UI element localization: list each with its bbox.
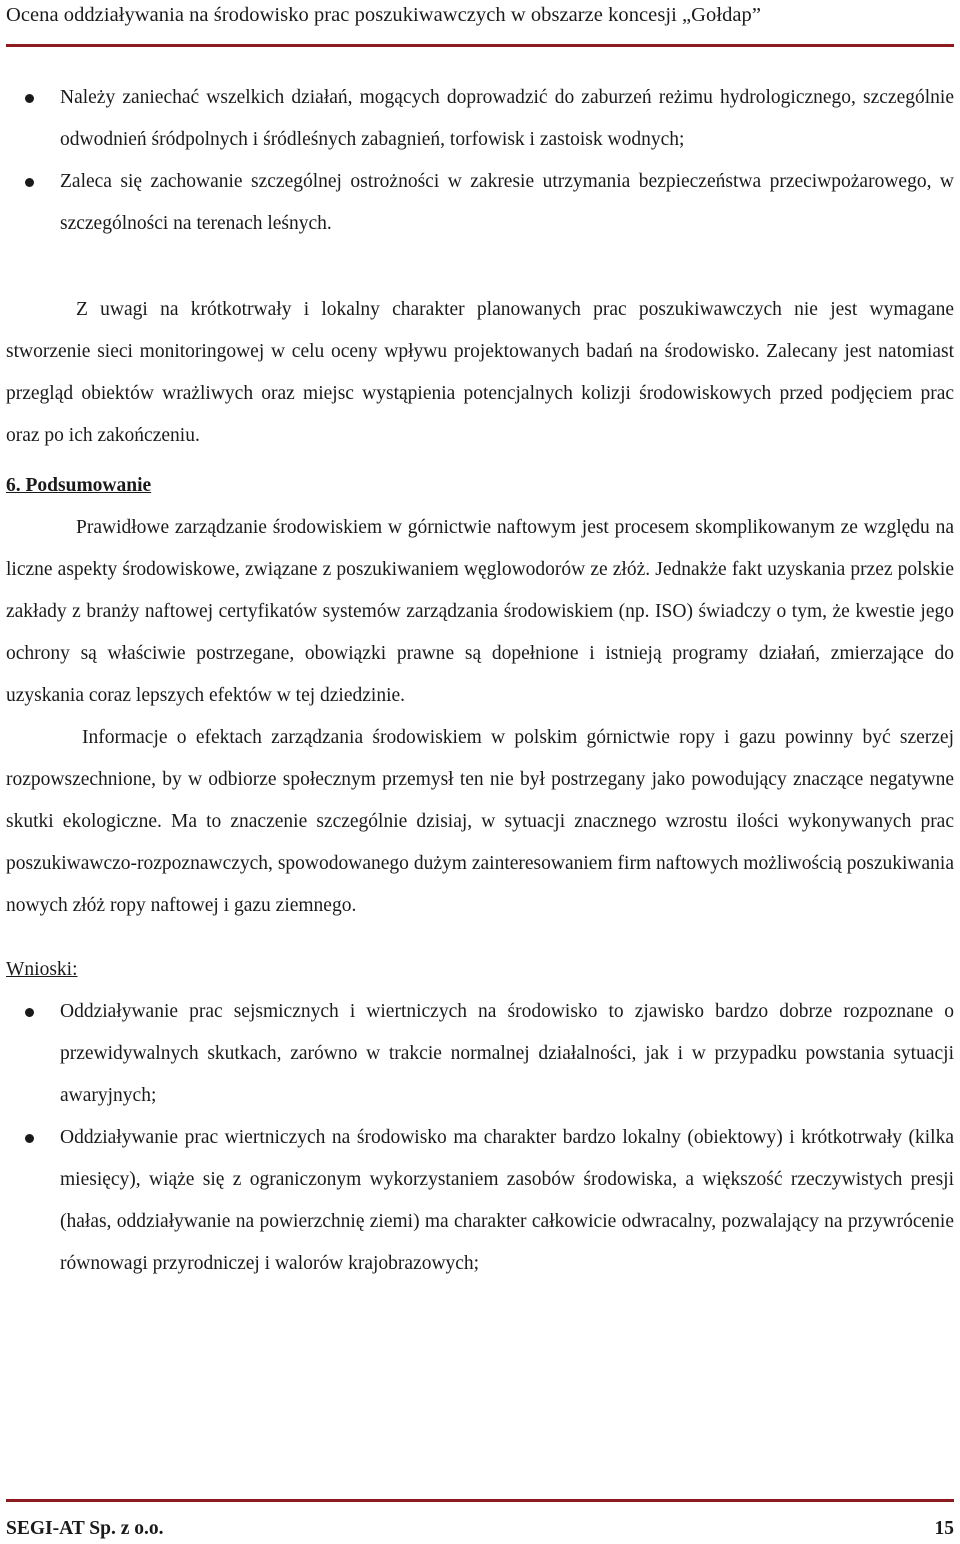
header-divider bbox=[6, 44, 954, 47]
summary-paragraph: Informacje o efektach zarządzania środowiskiem w polskim górnictwie ropy i gazu powinny być szerzej rozpowszechnione, by w odbiorze społecznym przemysł ten nie był postrzegany jako powodujący znaczące negatywne skutki ekologiczne. Ma to znaczenie szczególnie dzisiaj, w sytuacji znacznego wzrostu ilości wykonywanych prac poszukiwawczo-rozpoznawczych, spowodowanego dużym zainteresowaniem firm naftowych możliwością poszukiwania nowych złóż ropy naftowej i gazu ziemnego. bbox=[6, 727, 954, 916]
list-item bbox=[6, 161, 954, 245]
footer-divider bbox=[6, 1499, 954, 1502]
bullet-icon bbox=[25, 94, 34, 103]
bullet-icon bbox=[25, 178, 34, 187]
section-heading: 6. Podsumowanie bbox=[6, 475, 152, 496]
list-item bbox=[6, 1117, 954, 1285]
document-title: Ocena oddziaływania na środowisko prac poszukiwawczych w obszarze koncesji „Gołdap” bbox=[6, 4, 761, 26]
conclusions-title: Wnioski: bbox=[6, 959, 78, 980]
monitoring-paragraph: Z uwagi na krótkotrwały i lokalny charakter planowanych prac poszukiwawczych nie jest wymagane stworzenie sieci monitoringowej w celu oceny wpływu projektowanych badań na środowisko. Zalecany jest natomiast przegląd obiektów wrażliwych oraz miejsc wystąpienia potencjalnych kolizji środowiskowych przed podjęciem prac oraz po ich zakończeniu. bbox=[6, 299, 954, 446]
page-footer bbox=[6, 1499, 954, 1544]
list-item-text: Należy zaniechać wszelkich działań, mogących doprowadzić do zaburzeń reżimu hydrologicznego, szczególnie odwodnień śródpolnych i śródleśnych zabagnień, torfowisk i zastoisk wodnych; bbox=[60, 87, 954, 150]
page-header bbox=[6, 0, 954, 48]
conclusions-list bbox=[6, 991, 954, 1285]
bullet-icon bbox=[25, 1134, 34, 1143]
bullet-icon bbox=[25, 1008, 34, 1017]
list-item bbox=[6, 77, 954, 161]
summary-paragraph: Prawidłowe zarządzanie środowiskiem w górnictwie naftowym jest procesem skomplikowanym ze względu na liczne aspekty środowiskowe, związane z poszukiwaniem węglowodorów ze złóż. Jednakże fakt uzyskania przez polskie zakłady z branży naftowej certyfikatów systemów zarządzania środowiskiem (np. ISO) świadczy o tym, że kwestie jego ochrony są właściwie postrzegane, obowiązki prawne są dopełnione i istnieją programy działań, zmierzające do uzyskania coraz lepszych efektów w tej dziedzinie. bbox=[6, 517, 954, 706]
list-item bbox=[6, 991, 954, 1117]
page-body bbox=[6, 77, 954, 1285]
page-number: 15 bbox=[934, 1518, 954, 1539]
company-name: SEGI-AT Sp. z o.o. bbox=[6, 1518, 164, 1539]
list-item-text: Zaleca się zachowanie szczególnej ostrożności w zakresie utrzymania bezpieczeństwa przeciwpożarowego, w szczególności na terenach leśnych. bbox=[60, 171, 954, 234]
list-item-text: Oddziaływanie prac wiertniczych na środowisko ma charakter bardzo lokalny (obiektowy) i krótkotrwały (kilka miesięcy), wiąże się z ograniczonym wykorzystaniem zasobów środowiska, a większość rzeczywistych presji (hałas, oddziaływanie na powierzchnię ziemi) ma charakter całkowicie odwracalny, pozwalający na przywrócenie równowagi przyrodniczej i walorów krajobrazowych; bbox=[60, 1127, 954, 1274]
list-item-text: Oddziaływanie prac sejsmicznych i wiertniczych na środowisko to zjawisko bardzo dobrze rozpoznane o przewidywalnych skutkach, zarówno w trakcie normalnej działalności, jak i w przypadku powstania sytuacji awaryjnych; bbox=[60, 1001, 954, 1106]
recommendations-list bbox=[6, 77, 954, 245]
